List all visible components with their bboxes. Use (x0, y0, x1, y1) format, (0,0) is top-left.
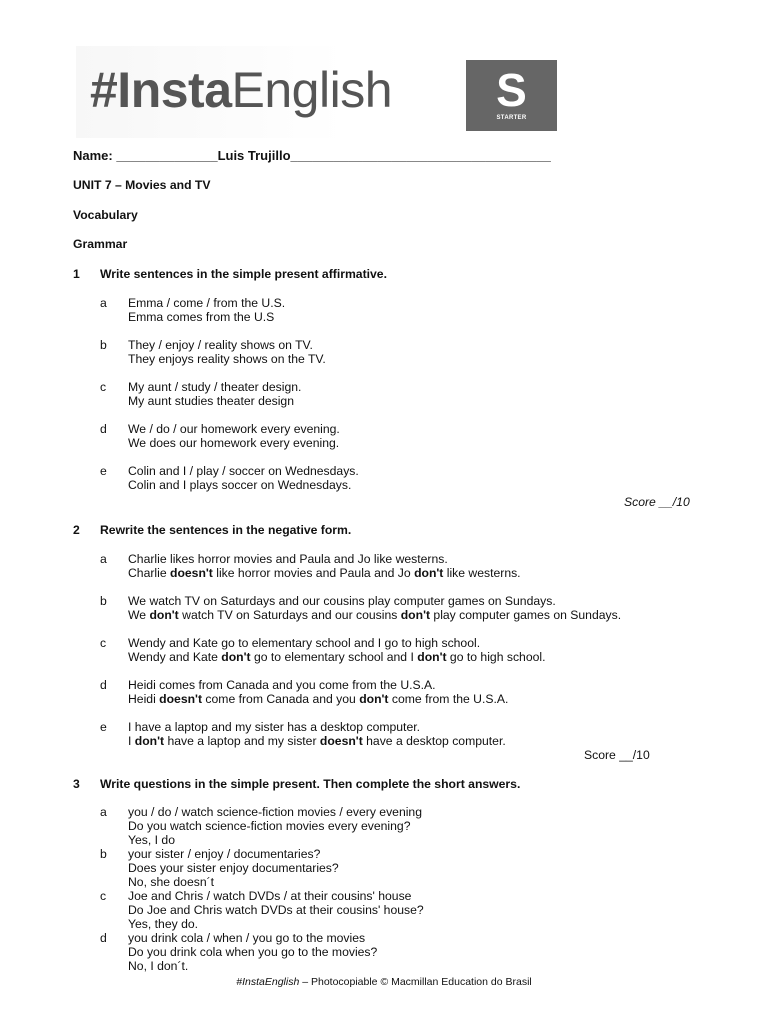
vocabulary-heading: Vocabulary (73, 208, 138, 222)
exercise-letter: d (100, 678, 107, 692)
exercise-letter: a (100, 552, 107, 566)
footer-copyright: – Photocopiable © Macmillan Education do Brasil (299, 976, 532, 988)
exercise-answer: They enjoys reality shows on the TV. (128, 352, 326, 366)
exercise-question: Does your sister enjoy documentaries? (128, 861, 339, 875)
exercise-short-answer: No, she doesn´t (128, 875, 215, 889)
section-2-title: Rewrite the sentences in the negative form. (100, 523, 352, 537)
exercise-letter: c (100, 889, 107, 903)
answer-text: have a laptop and my sister (164, 734, 320, 748)
exercise-letter: a (100, 296, 107, 310)
exercise-short-answer: No, I don´t. (128, 959, 189, 973)
exercise-answer: My aunt studies theater design (128, 394, 294, 408)
answer-negative: don't (134, 734, 165, 748)
section-2-score: Score __/10 (584, 748, 650, 762)
section-3-number: 3 (73, 777, 80, 791)
unit-title: UNIT 7 – Movies and TV (73, 178, 211, 192)
answer-negative: don't (400, 608, 431, 622)
exercise-answer: We does our homework every evening. (128, 436, 340, 450)
exercise-prompt: you drink cola / when / you go to the movies (128, 931, 366, 945)
exercise-letter: e (100, 464, 107, 478)
answer-negative: doesn't (319, 734, 363, 748)
page-footer (0, 976, 768, 988)
answer-text: like westerns. (443, 566, 521, 580)
exercise-letter: b (100, 594, 107, 608)
exercise-prompt: Wendy and Kate go to elementary school and I go to high school. (128, 636, 481, 650)
answer-text: We (128, 608, 150, 622)
exercise-prompt: My aunt / study / theater design. (128, 380, 302, 394)
exercise-prompt: I have a laptop and my sister has a desktop computer. (128, 720, 420, 734)
exercise-letter: b (100, 847, 107, 861)
exercise-question: Do Joe and Chris watch DVDs at their cousins' house? (128, 903, 424, 917)
section-1-title: Write sentences in the simple present affirmative. (100, 267, 387, 281)
section-1-score: Score __/10 (624, 495, 690, 509)
exercise-letter: e (100, 720, 107, 734)
student-name-line: Name: ______________Luis Trujillo____________________________________ (73, 148, 551, 163)
exercise-prompt: We watch TV on Saturdays and our cousins play computer games on Sundays. (128, 594, 556, 608)
answer-text: Charlie (128, 566, 170, 580)
grammar-heading: Grammar (73, 237, 128, 251)
answer-text: go to elementary school and I (250, 650, 418, 664)
exercise-letter: d (100, 931, 107, 945)
exercise-prompt: Heidi comes from Canada and you come from the U.S.A. (128, 678, 436, 692)
exercise-prompt: Emma / come / from the U.S. (128, 296, 286, 310)
answer-negative: don't (149, 608, 179, 622)
section-1-number: 1 (73, 267, 80, 281)
answer-negative: don't (221, 650, 251, 664)
badge-subtitle: STARTER (496, 115, 527, 121)
answer-text: like horror movies and Paula and Jo (212, 566, 415, 580)
exercise-letter: d (100, 422, 107, 436)
exercise-letter: c (100, 636, 107, 650)
answer-negative: doesn't (159, 692, 203, 706)
exercise-prompt: They / enjoy / reality shows on TV. (128, 338, 313, 352)
exercise-answer (128, 734, 506, 748)
exercise-answer: Colin and I plays soccer on Wednesdays. (128, 478, 352, 492)
exercise-prompt: We / do / our homework every evening. (128, 422, 340, 436)
exercise-prompt: Joe and Chris / watch DVDs / at their cousins' house (128, 889, 412, 903)
answer-text: watch TV on Saturdays and our cousins (178, 608, 401, 622)
instaenglish-logo (90, 60, 392, 120)
exercise-letter: c (100, 380, 107, 394)
answer-text: play computer games on Sundays. (430, 608, 622, 622)
answer-negative: don't (414, 566, 444, 580)
answer-text: Wendy and Kate (128, 650, 222, 664)
exercise-answer: Emma comes from the U.S (128, 310, 275, 324)
answer-negative: don't (417, 650, 447, 664)
section-2-number: 2 (73, 523, 80, 537)
answer-negative: don't (359, 692, 389, 706)
exercise-answer (128, 650, 545, 664)
exercise-answer (128, 692, 508, 706)
answer-text: go to high school. (446, 650, 546, 664)
logo-bold-part: #Insta (90, 62, 232, 118)
answer-text: have a desktop computer. (362, 734, 506, 748)
exercise-letter: a (100, 805, 107, 819)
answer-text: come from Canada and you (202, 692, 360, 706)
footer-brand: #InstaEnglish (236, 976, 300, 988)
exercise-prompt: your sister / enjoy / documentaries? (128, 847, 321, 861)
answer-text: I (128, 734, 135, 748)
exercise-letter: b (100, 338, 107, 352)
exercise-answer (128, 608, 621, 622)
exercise-short-answer: Yes, they do. (128, 917, 199, 931)
exercise-answer (128, 566, 521, 580)
logo-light-part: English (231, 62, 393, 118)
exercise-short-answer: Yes, I do (128, 833, 175, 847)
exercise-prompt: Charlie likes horror movies and Paula and Jo like westerns. (128, 552, 448, 566)
exercise-prompt: you / do / watch science-fiction movies / every evening (128, 805, 422, 819)
badge-letter: S (496, 64, 527, 116)
section-3-title: Write questions in the simple present. Then complete the short answers. (100, 777, 521, 791)
exercise-question: Do you watch science-fiction movies every evening? (128, 819, 411, 833)
exercise-prompt: Colin and I / play / soccer on Wednesdays. (128, 464, 359, 478)
starter-badge (466, 60, 557, 131)
answer-text: come from the U.S.A. (388, 692, 509, 706)
answer-text: Heidi (128, 692, 160, 706)
exercise-question: Do you drink cola when you go to the movies? (128, 945, 378, 959)
answer-negative: doesn't (170, 566, 213, 580)
